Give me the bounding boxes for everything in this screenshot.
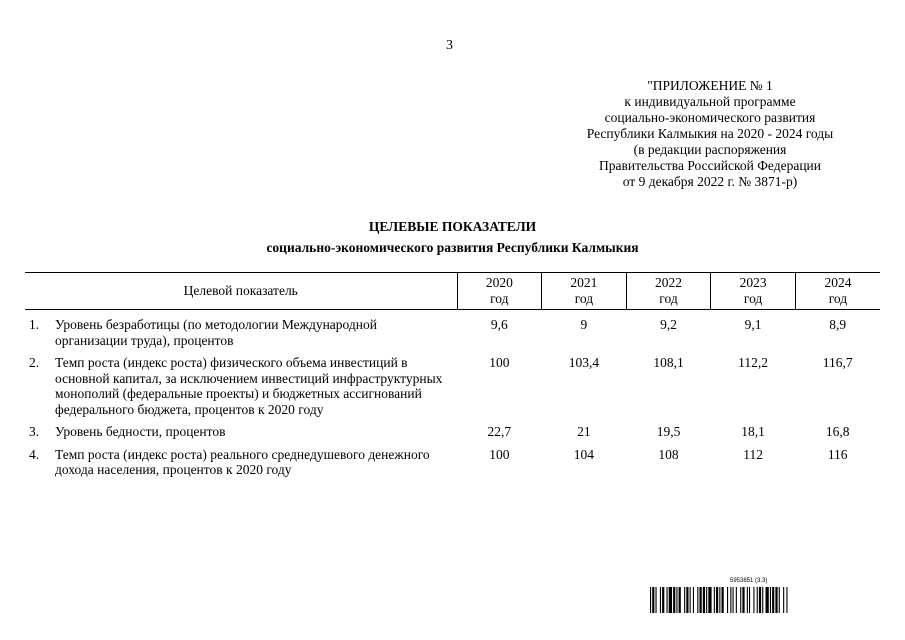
header-year bbox=[795, 273, 880, 310]
value-cell: 108,1 bbox=[653, 355, 684, 370]
header-year-unit: год bbox=[743, 290, 763, 306]
value-cell: 9,2 bbox=[660, 317, 677, 332]
value-cell: 18,1 bbox=[741, 424, 765, 439]
value-cell: 8,9 bbox=[829, 317, 847, 332]
indicator-name: Уровень бедности, процентов bbox=[55, 424, 226, 439]
header-year-unit: год bbox=[828, 290, 848, 306]
value-cell: 9 bbox=[580, 317, 588, 332]
value-cell: 116 bbox=[827, 446, 848, 462]
appendix-block bbox=[555, 78, 865, 190]
appendix-line: к индивидуальной программе bbox=[624, 94, 796, 109]
header-indicator: Целевой показатель bbox=[25, 273, 457, 310]
row-number: 3. bbox=[29, 424, 40, 439]
header-year-unit: год bbox=[574, 290, 594, 306]
indicator-cell bbox=[25, 440, 457, 478]
value-cell: 112,2 bbox=[738, 355, 769, 370]
header-year-value: 2024 bbox=[824, 275, 852, 290]
value-cell: 103,4 bbox=[568, 355, 600, 370]
indicator-cell bbox=[25, 417, 457, 440]
indicator-name: Уровень безработицы (по методологии Международной организации труда), процентов bbox=[55, 317, 377, 348]
document-subtitle: социально-экономического развития Республики Калмыкия bbox=[266, 240, 639, 255]
value-cell: 19,5 bbox=[656, 424, 681, 439]
appendix-line: "ПРИЛОЖЕНИЕ № 1 bbox=[647, 78, 773, 93]
value-cell: 112 bbox=[743, 446, 763, 462]
header-year bbox=[457, 273, 542, 310]
table-row bbox=[25, 310, 880, 349]
header-year-unit: год bbox=[659, 290, 678, 306]
appendix-line: социально-экономического развития bbox=[604, 110, 816, 125]
header-year bbox=[542, 273, 627, 310]
barcode bbox=[650, 578, 875, 614]
table-row bbox=[25, 440, 880, 478]
header-year bbox=[626, 273, 711, 310]
page-number: 3 bbox=[446, 38, 453, 53]
barcode-code: 5953851 (3.3) bbox=[730, 578, 768, 584]
indicators-table bbox=[25, 272, 880, 478]
value-cell: 22,7 bbox=[487, 424, 512, 439]
row-number: 1. bbox=[29, 317, 40, 332]
row-number: 4. bbox=[29, 446, 40, 462]
appendix-line: (в редакции распоряжения bbox=[633, 142, 787, 157]
value-cell: 16,8 bbox=[825, 424, 850, 439]
value-cell: 21 bbox=[577, 424, 591, 439]
appendix-line: от 9 декабря 2022 г. № 3871-р) bbox=[622, 174, 798, 189]
header-year-value: 2022 bbox=[655, 275, 682, 290]
value-cell: 9,1 bbox=[744, 317, 762, 332]
indicator-cell bbox=[25, 348, 457, 417]
value-cell: 116,7 bbox=[822, 355, 853, 370]
header-year bbox=[711, 273, 796, 310]
appendix-line: Республики Калмыкия на 2020 - 2024 годы bbox=[586, 126, 834, 141]
value-cell: 108 bbox=[658, 446, 679, 462]
table-row bbox=[25, 348, 880, 417]
table-row bbox=[25, 417, 880, 440]
appendix-line: Правительства Российской Федерации bbox=[599, 158, 821, 173]
header-year-unit: год bbox=[490, 290, 509, 306]
indicator-name: Темп роста (индекс роста) физического объема инвестиций в основной капитал, за исключением инвестиций инфраструктурных монополий (федеральные проекты) и бюджетных ассигнований федерального бюджета, процентов к 2020 году bbox=[55, 355, 443, 417]
header-year-value: 2021 bbox=[570, 275, 598, 290]
value-cell: 100 bbox=[489, 355, 510, 370]
table-header-row bbox=[25, 273, 880, 310]
header-year-value: 2023 bbox=[739, 275, 767, 290]
row-number: 2. bbox=[29, 355, 40, 370]
header-year-value: 2020 bbox=[485, 275, 513, 290]
indicator-cell bbox=[25, 310, 457, 349]
document-title: ЦЕЛЕВЫЕ ПОКАЗАТЕЛИ bbox=[368, 219, 537, 234]
value-cell: 9,6 bbox=[490, 317, 508, 332]
value-cell: 104 bbox=[573, 446, 595, 462]
indicator-name: Темп роста (индекс роста) реального среднедушевого денежного дохода населения, процентов к 2020 году bbox=[55, 446, 430, 477]
barcode-bars bbox=[650, 587, 875, 613]
value-cell: 100 bbox=[489, 446, 510, 462]
